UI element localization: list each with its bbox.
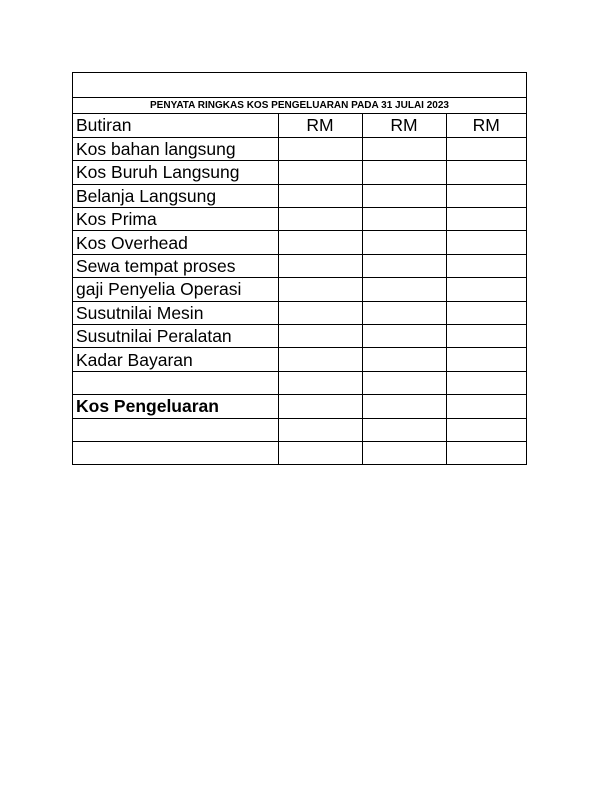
value-cell bbox=[278, 137, 362, 160]
table-row bbox=[73, 348, 526, 371]
header-label: Butiran bbox=[73, 114, 278, 137]
value-cell bbox=[446, 418, 526, 441]
table-row bbox=[73, 137, 526, 160]
value-cell bbox=[446, 254, 526, 277]
value-cell bbox=[278, 418, 362, 441]
row-label: Kos Overhead bbox=[73, 231, 278, 254]
value-cell bbox=[362, 161, 446, 184]
value-cell bbox=[278, 301, 362, 324]
header-row bbox=[73, 114, 526, 137]
value-cell bbox=[278, 184, 362, 207]
blank-header-row bbox=[73, 73, 526, 98]
value-cell bbox=[362, 184, 446, 207]
value-cell bbox=[278, 348, 362, 371]
value-cell bbox=[278, 208, 362, 231]
header-rm-3: RM bbox=[472, 115, 500, 136]
row-label: Susutnilai Peralatan bbox=[73, 325, 278, 348]
header-rm-2: RM bbox=[362, 114, 446, 137]
value-cell bbox=[362, 301, 446, 324]
value-cell bbox=[362, 208, 446, 231]
value-cell bbox=[278, 161, 362, 184]
value-cell bbox=[362, 254, 446, 277]
value-cell bbox=[446, 161, 526, 184]
value-cell bbox=[362, 278, 446, 301]
value-cell bbox=[278, 231, 362, 254]
value-cell bbox=[278, 278, 362, 301]
value-cell bbox=[446, 231, 526, 254]
value-cell bbox=[362, 231, 446, 254]
row-label: Belanja Langsung bbox=[73, 184, 278, 207]
table-row bbox=[73, 301, 526, 324]
value-cell bbox=[362, 137, 446, 160]
value-cell bbox=[446, 441, 526, 464]
row-label: Kadar Bayaran bbox=[73, 348, 278, 371]
table-row bbox=[73, 418, 526, 441]
value-cell bbox=[278, 325, 362, 348]
table-row bbox=[73, 441, 526, 464]
value-cell bbox=[362, 348, 446, 371]
value-cell bbox=[446, 371, 526, 394]
row-label: Sewa tempat proses bbox=[73, 254, 278, 277]
table-row bbox=[73, 278, 526, 301]
value-cell bbox=[446, 208, 526, 231]
value-cell bbox=[446, 348, 526, 371]
row-label: gaji Penyelia Operasi bbox=[73, 278, 278, 301]
value-cell bbox=[446, 395, 526, 418]
value-cell bbox=[362, 441, 446, 464]
row-label: Kos Pengeluaran bbox=[73, 395, 278, 418]
row-label bbox=[73, 371, 278, 394]
value-cell bbox=[362, 418, 446, 441]
value-cell bbox=[446, 184, 526, 207]
value-cell bbox=[278, 395, 362, 418]
value-cell bbox=[362, 325, 446, 348]
row-label: Kos Prima bbox=[73, 208, 278, 231]
table-row bbox=[73, 231, 526, 254]
value-cell bbox=[278, 441, 362, 464]
row-label bbox=[73, 441, 278, 464]
value-cell bbox=[278, 371, 362, 394]
value-cell bbox=[278, 254, 362, 277]
value-cell bbox=[446, 301, 526, 324]
statement-grid bbox=[73, 114, 526, 465]
value-cell bbox=[362, 395, 446, 418]
value-cell bbox=[362, 371, 446, 394]
row-label: Kos Buruh Langsung bbox=[73, 161, 278, 184]
table-row bbox=[73, 161, 526, 184]
table-row bbox=[73, 371, 526, 394]
row-label: Susutnilai Mesin bbox=[73, 301, 278, 324]
statement-title: PENYATA RINGKAS KOS PENGELUARAN PADA 31 JULAI 2023 bbox=[73, 98, 526, 114]
cost-statement-table bbox=[72, 72, 527, 465]
value-cell bbox=[446, 278, 526, 301]
row-label: Kos bahan langsung bbox=[73, 137, 278, 160]
total-row bbox=[73, 395, 526, 418]
header-rm-1: RM bbox=[278, 114, 362, 137]
table-row bbox=[73, 254, 526, 277]
value-cell bbox=[446, 325, 526, 348]
table-row bbox=[73, 325, 526, 348]
row-label bbox=[73, 418, 278, 441]
value-cell bbox=[446, 137, 526, 160]
table-row bbox=[73, 184, 526, 207]
table-row bbox=[73, 208, 526, 231]
